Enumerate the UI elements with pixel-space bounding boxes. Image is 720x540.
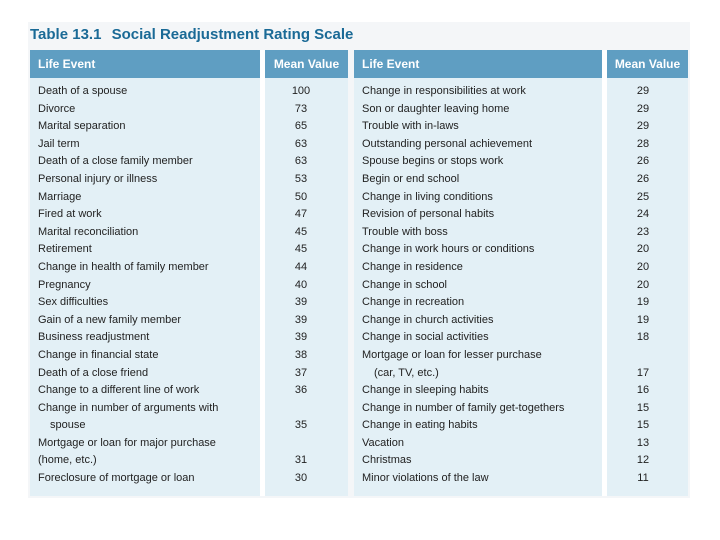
- table-row: [30, 313, 348, 331]
- table-number: Table 13.1: [30, 26, 102, 43]
- life-event-cell: Personal injury or illness: [38, 172, 158, 185]
- mean-value-cell: 30: [294, 472, 308, 485]
- table-row: [354, 401, 688, 419]
- life-event-cell: Gain of a new family member: [38, 313, 182, 326]
- mean-value-cell: 44: [294, 260, 308, 273]
- life-event-cell: Change in work hours or conditions: [362, 243, 535, 256]
- table-row: [30, 260, 348, 278]
- mean-value-cell: 100: [291, 85, 311, 97]
- life-event-cell: Change in sleeping habits: [362, 384, 489, 397]
- life-event-cell: Marital reconciliation: [38, 225, 139, 238]
- table-row: [30, 102, 348, 120]
- mean-value-cell: 19: [636, 296, 650, 309]
- mean-value-cell: 15: [636, 401, 650, 414]
- table-row: [30, 453, 348, 471]
- table-row: [354, 102, 688, 120]
- life-event-cell: Trouble with boss: [362, 225, 448, 238]
- life-event-cell: Change in living conditions: [362, 190, 493, 203]
- table-row: [30, 330, 348, 348]
- table-row: [354, 330, 688, 348]
- life-event-cell: Foreclosure of mortgage or loan: [38, 472, 195, 485]
- life-event-cell: Change in health of family member: [38, 260, 209, 273]
- mean-value-cell: 39: [294, 331, 308, 344]
- table-row: [354, 348, 688, 366]
- mean-value-cell: 26: [636, 155, 650, 168]
- life-event-cell: Retirement: [38, 243, 92, 256]
- mean-value-cell: 63: [294, 137, 308, 150]
- table-row: [354, 242, 688, 260]
- life-event-cell: Change in school: [362, 278, 448, 291]
- mean-value-cell: 15: [636, 419, 650, 432]
- table-row: [354, 436, 688, 454]
- mean-value-cell: 16: [636, 384, 650, 397]
- life-event-cell: Change in number of arguments with: [38, 401, 219, 414]
- life-event-cell: Begin or end school: [362, 172, 460, 185]
- table-row: [30, 348, 348, 366]
- table-row: [30, 225, 348, 243]
- life-event-cell: Mortgage or loan for lesser purchase: [362, 348, 542, 361]
- mean-value-cell: 11: [637, 472, 649, 485]
- life-event-cell: Change in eating habits: [362, 419, 478, 432]
- mean-value-cell: 39: [294, 296, 308, 309]
- table-row: [354, 190, 688, 208]
- mean-value-cell: 29: [636, 102, 650, 115]
- table-row: [354, 137, 688, 155]
- mean-value-cell: 29: [636, 85, 650, 97]
- column-header-mean-value: [607, 50, 688, 78]
- left-rows: [30, 84, 348, 489]
- life-event-cell: Change in responsibilities at work: [362, 85, 526, 97]
- mean-value-cell: 35: [294, 419, 308, 432]
- life-event-cell: Trouble with in-laws: [362, 120, 459, 133]
- mean-value-cell: 29: [636, 120, 650, 133]
- table-row: [354, 366, 688, 384]
- table-caption: [30, 26, 353, 43]
- mean-value-cell: 40: [294, 278, 308, 291]
- mean-value-cell: 63: [294, 155, 308, 168]
- life-event-cell: Change to a different line of work: [38, 384, 200, 397]
- life-event-cell: Son or daughter leaving home: [362, 102, 510, 115]
- mean-value-cell: 25: [636, 190, 650, 203]
- life-event-cell: Sex difficulties: [38, 296, 109, 309]
- life-event-cell: Jail term: [38, 137, 80, 150]
- header-mean-value-label: Mean Value: [614, 57, 681, 71]
- mean-value-cell: 23: [636, 225, 650, 238]
- table-row: [30, 436, 348, 454]
- mean-value-cell: 39: [294, 313, 308, 326]
- table-row: [354, 260, 688, 278]
- life-event-cell: Change in recreation: [362, 296, 465, 309]
- mean-value-cell: 50: [294, 190, 308, 203]
- mean-value-cell: 31: [294, 454, 308, 467]
- header-life-event-label: Life Event: [362, 57, 420, 71]
- life-event-cell: Change in residence: [362, 260, 463, 273]
- table-row: [354, 418, 688, 436]
- life-event-cell: Fired at work: [38, 208, 102, 221]
- table-row: [354, 295, 688, 313]
- life-event-cell: Spouse begins or stops work: [362, 155, 504, 168]
- column-header-life-event: [354, 50, 602, 78]
- mean-value-cell: 17: [636, 366, 650, 379]
- life-event-cell: Change in church activities: [362, 313, 494, 326]
- table-row: [354, 84, 688, 102]
- mean-value-cell: 45: [294, 225, 308, 238]
- mean-value-cell: 13: [636, 436, 650, 449]
- life-event-cell: (car, TV, etc.): [374, 366, 439, 379]
- table-row: [354, 383, 688, 401]
- life-event-cell: Death of a spouse: [38, 85, 128, 97]
- table-title: Social Readjustment Rating Scale: [111, 26, 354, 43]
- mean-value-cell: 28: [636, 137, 650, 150]
- table-row: [354, 207, 688, 225]
- mean-value-cell: 47: [294, 208, 308, 221]
- life-event-cell: Marriage: [38, 190, 82, 203]
- table-row: [354, 225, 688, 243]
- mean-value-cell: 26: [636, 172, 650, 185]
- table-row: [354, 313, 688, 331]
- table-row: [30, 242, 348, 260]
- mean-value-cell: 38: [294, 348, 308, 361]
- table-row: [30, 207, 348, 225]
- mean-value-cell: 24: [636, 208, 650, 221]
- column-header-mean-value: [265, 50, 348, 78]
- life-event-cell: spouse: [50, 419, 86, 432]
- mean-value-cell: 65: [294, 120, 308, 133]
- table-row: [30, 278, 348, 296]
- table-row: [354, 154, 688, 172]
- table-row: [30, 172, 348, 190]
- table-row: [30, 418, 348, 436]
- life-event-cell: Mortgage or loan for major purchase: [38, 436, 216, 449]
- mean-value-cell: 53: [294, 172, 308, 185]
- life-event-cell: (home, etc.): [38, 454, 97, 467]
- life-event-cell: Revision of personal habits: [362, 208, 495, 221]
- mean-value-cell: 20: [636, 260, 650, 273]
- table-row: [30, 119, 348, 137]
- mean-value-cell: 36: [294, 384, 308, 397]
- table-row: [354, 453, 688, 471]
- table-right-half: [354, 50, 688, 496]
- mean-value-cell: 19: [636, 313, 650, 326]
- life-event-cell: Outstanding personal achievement: [362, 137, 532, 150]
- column-header-life-event: [30, 50, 260, 78]
- mean-value-cell: 12: [636, 454, 650, 467]
- life-event-cell: Minor violations of the law: [362, 472, 489, 485]
- mean-value-cell: 37: [294, 366, 308, 379]
- table-left-half: [30, 50, 348, 496]
- life-event-cell: Marital separation: [38, 120, 126, 133]
- life-event-cell: Christmas: [362, 454, 412, 467]
- header-life-event-label: Life Event: [38, 57, 96, 71]
- life-event-cell: Business readjustment: [38, 331, 150, 344]
- life-event-cell: Death of a close friend: [38, 366, 149, 379]
- mean-value-cell: 20: [636, 243, 650, 256]
- life-event-cell: Change in financial state: [38, 348, 159, 361]
- table-row: [30, 401, 348, 419]
- mean-value-cell: 20: [636, 278, 650, 291]
- life-event-cell: Change in social activities: [362, 331, 489, 344]
- header-mean-value-label: Mean Value: [273, 57, 340, 71]
- mean-value-cell: 73: [294, 102, 308, 115]
- table-row: [30, 190, 348, 208]
- table-row: [30, 471, 348, 489]
- table-row: [30, 137, 348, 155]
- life-event-cell: Change in number of family get-togethers: [362, 401, 565, 414]
- table-row: [30, 84, 348, 102]
- life-event-cell: Death of a close family member: [38, 155, 193, 168]
- table-row: [30, 295, 348, 313]
- life-event-cell: Divorce: [38, 102, 76, 115]
- table-row: [30, 366, 348, 384]
- life-event-cell: Vacation: [362, 436, 404, 449]
- right-rows: [354, 84, 688, 489]
- table-row: [354, 278, 688, 296]
- mean-value-cell: 45: [294, 243, 308, 256]
- table-row: [354, 172, 688, 190]
- table-row: [30, 154, 348, 172]
- table-row: [354, 471, 688, 489]
- table-row: [354, 119, 688, 137]
- life-event-cell: Pregnancy: [38, 278, 91, 291]
- mean-value-cell: 18: [636, 331, 650, 344]
- table-row: [30, 383, 348, 401]
